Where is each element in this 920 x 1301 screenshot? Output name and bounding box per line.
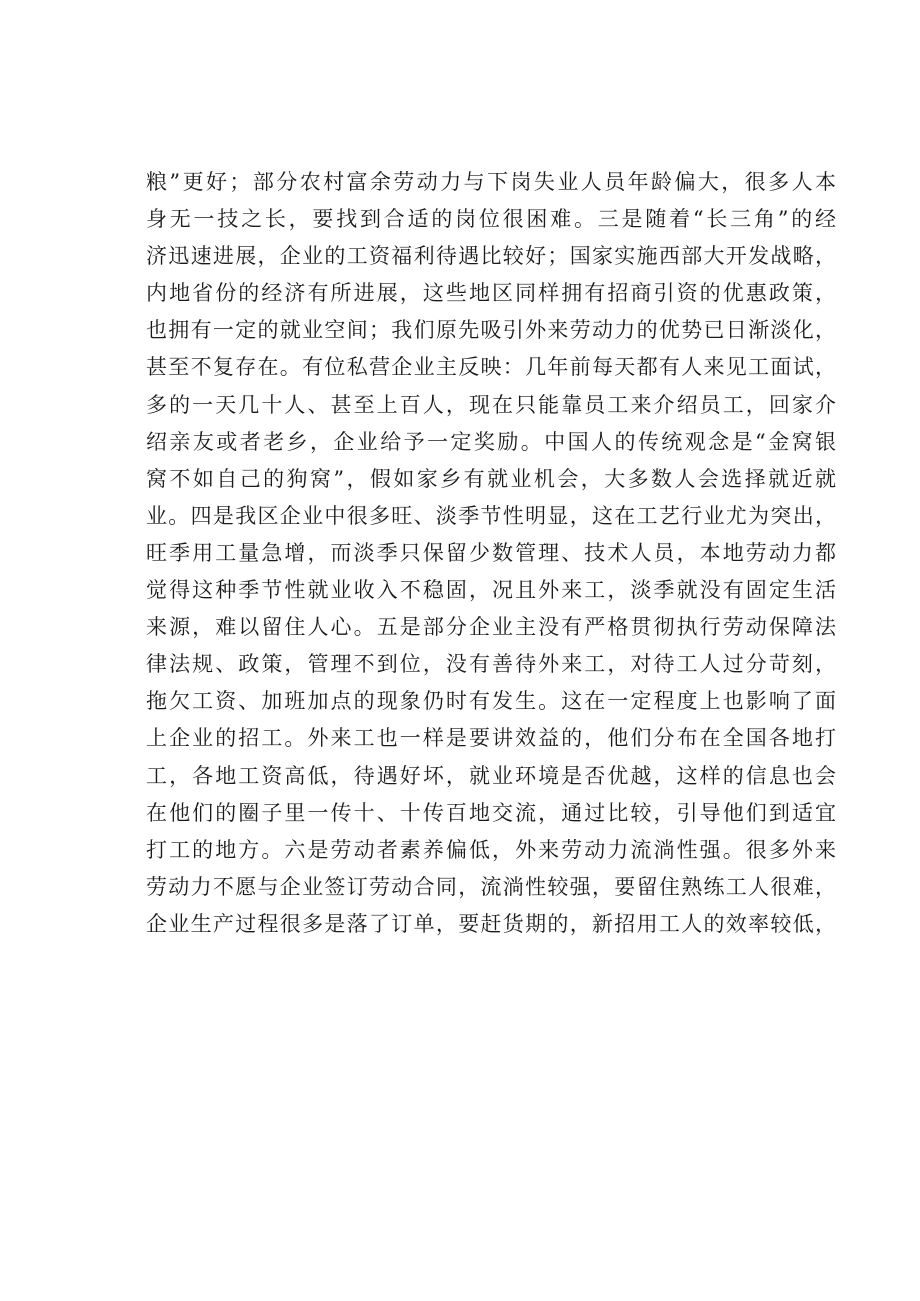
text-line: 业。四是我区企业中很多旺、淡季节性明显，这在工艺行业尤为突出， <box>146 503 836 528</box>
text-line: 劳动力不愿与企业签订劳动合同，流淌性较强，要留住熟练工人很难， <box>146 874 836 899</box>
text-line: 内地省份的经济有所进展，这些地区同样拥有招商引资的优惠政策， <box>146 281 836 306</box>
body-text <box>146 164 836 943</box>
text-line: 工，各地工资高低，待遇好坏，就业环境是否优越，这样的信息也会 <box>146 763 836 788</box>
text-line: 济迅速进展，企业的工资福利待遇比较好；国家实施西部大开发战略， <box>146 244 836 269</box>
text-line: 旺季用工量急增，而淡季只保留少数管理、技术人员，本地劳动力都 <box>146 540 836 565</box>
text-line: 打工的地方。六是劳动者素养偏低，外来劳动力流淌性强。很多外来 <box>146 837 836 862</box>
text-line: 粮”更好；部分农村富余劳动力与下岗失业人员年龄偏大，很多人本 <box>146 170 836 194</box>
text-line: 上企业的招工。外来工也一样是要讲效益的，他们分布在全国各地打 <box>146 726 836 751</box>
text-line: 在他们的圈子里一传十、十传百地交流，通过比较，引导他们到适宜 <box>146 800 836 825</box>
text-line: 觉得这种季节性就业收入不稳固，况且外来工，淡季就没有固定生活 <box>146 578 836 603</box>
text-line: 身无一技之长，要找到合适的岗位很困难。三是随着“长三角”的经 <box>146 207 836 232</box>
text-line: 绍亲友或者老乡，企业给予一定奖励。中国人的传统观念是“金窝银 <box>146 429 836 454</box>
text-line: 多的一天几十人、甚至上百人，现在只能靠员工来介绍员工，回家介 <box>146 392 836 417</box>
text-line: 律法规、政策，管理不到位，没有善待外来工，对待工人过分苛刻， <box>146 652 836 677</box>
text-line: 甚至不复存在。有位私营企业主反映：几年前每天都有人来见工面试， <box>146 355 836 380</box>
text-line: 窝不如自己的狗窝”，假如家乡有就业机会，大多数人会选择就近就 <box>146 466 836 491</box>
text-line: 拖欠工资、加班加点的现象仍时有发生。这在一定程度上也影响了面 <box>146 689 836 714</box>
text-line: 来源，难以留住人心。五是部分企业主没有严格贯彻执行劳动保障法 <box>146 615 836 640</box>
text-line: 企业生产过程很多是落了订单，要赶货期的，新招用工人的效率较低， <box>146 911 836 936</box>
text-line: 也拥有一定的就业空间；我们原先吸引外来劳动力的优势已日渐淡化， <box>146 318 836 343</box>
